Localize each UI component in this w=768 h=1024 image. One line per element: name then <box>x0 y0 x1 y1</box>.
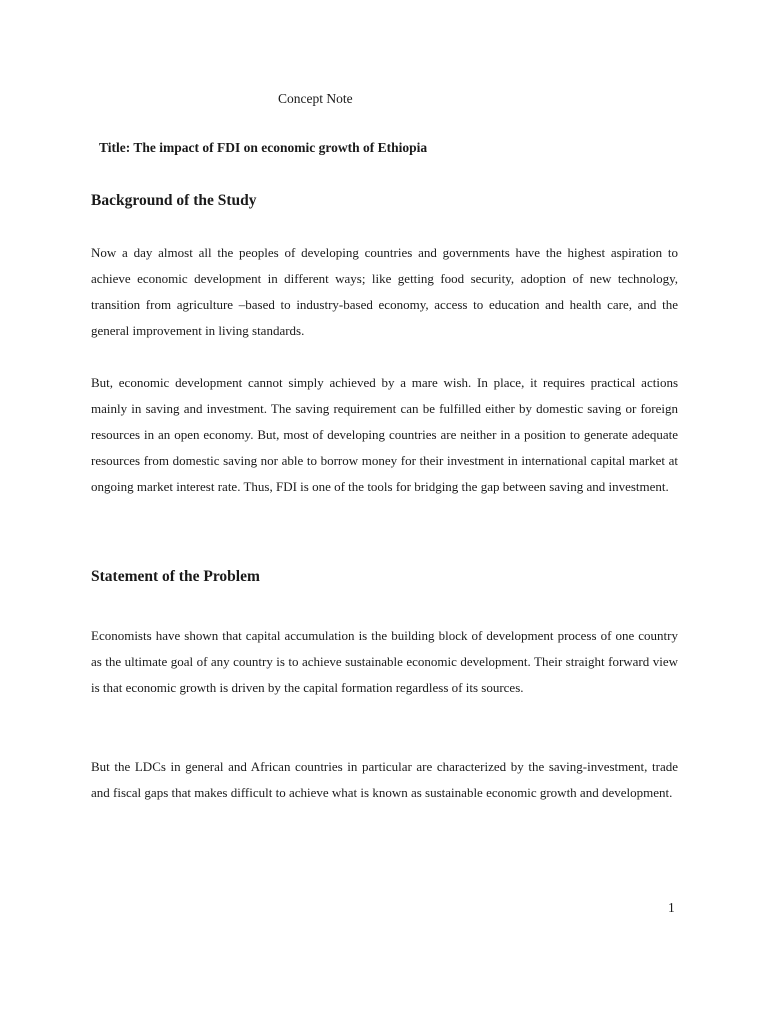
paragraph-background-2: But, economic development cannot simply achieved by a mare wish. In place, it requires practical actions mainly in saving and investment. The saving requirement can be fulfilled either by domestic saving or foreign resources in an open economy. But, most of developing countries are neither in a position to generate adequate resources from domestic saving nor able to borrow money for their investment in international capital market at ongoing market interest rate. Thus, FDI is one of the tools for bridging the gap between saving and investment. <box>91 375 678 494</box>
paragraph-problem-2: But the LDCs in general and African countries in particular are characterized by the saving-investment, trade and fiscal gaps that makes difficult to achieve what is known as sustainable economic growth and development. <box>91 759 678 800</box>
paragraph-problem-1: Economists have shown that capital accumulation is the building block of development process of one country as the ultimate goal of any country is to achieve sustainable economic development. Their straight forward view is that economic growth is driven by the capital formation regardless of its sources. <box>91 628 678 695</box>
section-heading-background: Background of the Study <box>91 192 257 209</box>
document-label: Concept Note <box>278 91 353 106</box>
page-number: 1 <box>668 900 675 915</box>
section-heading-problem: Statement of the Problem <box>91 568 260 585</box>
document-title: Title: The impact of FDI on economic growth of Ethiopia <box>99 140 428 155</box>
paragraph-background-1: Now a day almost all the peoples of developing countries and governments have the highest aspiration to achieve economic development in different ways; like getting food security, adoption of new technology, transition from agriculture –based to industry-based economy, access to education and health care, and the general improvement in living standards. <box>91 245 678 338</box>
